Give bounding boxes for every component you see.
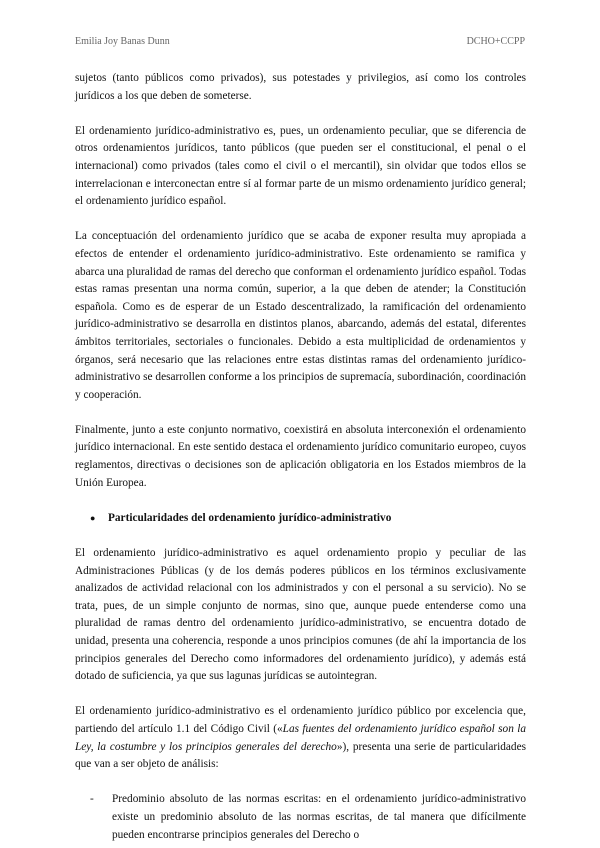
paragraph [75, 703, 526, 773]
paragraph: El ordenamiento jurídico-administrativo es aquel ordenamiento propio y peculiar de las Administraciones Públicas (y de los demás poderes públicos en los términos exclusivamente analizados de actividad relacional con los administrados y con el personal a su servicio). No se trata, pues, de un simple conjunto de normas, sino que, aunque puede entenderse como una pluralidad de ramas dentro del ordenamiento jurídico-administrativo, se encuentra dotado de unidad, presenta una coherencia, responde a unos principios comunes (de ahí la importancia de los principios generales del Derecho como informadores del ordenamiento jurídico), y además está dotado de suficiencia, ya que sus lagunas jurídicas se autointegran. [75, 547, 526, 683]
section-heading [90, 510, 526, 528]
paragraph: sujetos (tanto públicos como privados), sus potestades y privilegios, así como los controles jurídicos a los que deben de someterse. [75, 72, 526, 102]
paragraph: Finalmente, junto a este conjunto normativo, coexistirá en absoluta interconexión el ordenamiento jurídico internacional. En este sentido destaca el ordenamiento jurídico comunitario europeo, cuyos reglamentos, directivas o decisiones son de aplicación obligatoria en los Estados miembros de la Unión Europea. [75, 423, 526, 489]
quote-italic: Las fuentes del ordenamiento jurídico español son la Ley, la costumbre y los principios generales del derecho [75, 722, 526, 753]
paragraph-text: »), presenta una serie de particularidades que van a ser objeto de análisis: [75, 740, 526, 771]
bullet-icon: ● [90, 512, 96, 523]
dash-marker: - [90, 793, 94, 806]
paragraph-text: El ordenamiento jurídico-administrativo es el ordenamiento jurídico público por excelencia que, partiendo del artículo 1.1 del Código Civil (« [75, 705, 526, 735]
list-item [75, 791, 526, 844]
header-course: DCHO+CCPP [466, 36, 525, 47]
paragraph: El ordenamiento jurídico-administrativo es, pues, un ordenamiento peculiar, que se diferencia de otros ordenamientos jurídicos, tanto públicos (que pueden ser el constitucional, el penal o el internacional) como privados (tales como el civil o el mercantil), sin olvidar que todos ellos se interrelacionan e interconectan entre sí al formar parte de un mismo ordenamiento jurídico general; el ordenamiento jurídico español. [75, 124, 526, 208]
document-body [75, 70, 526, 844]
paragraph: La conceptuación del ordenamiento jurídico que se acaba de exponer resulta muy apropiada a efectos de entender el ordenamiento jurídico-administrativo. Este ordenamiento se ramifica y abarca una pluralidad de ramas del derecho que conforman el ordenamiento jurídico español. Todas estas ramas presentan una norma común, superior, a la que deben de atender; la Constitución española. Como es de esperar de un Estado descentralizado, la ramificación del ordenamiento jurídico-administrativo se desarrolla en distintos planos, abarcando, además del estatal, diferentes ámbitos territoriales, sectoriales o funcionales. Debido a esta multiplicidad de ordenamientos y órganos, será necesario que las relaciones entre estas distintas ramas del ordenamiento jurídico-administrativo se desarrollen conforme a los principios de supremacía, subordinación, coordinación y cooperación. [75, 230, 526, 401]
list-item-text: Predominio absoluto de las normas escritas: en el ordenamiento jurídico-administrativo existe un predominio absoluto de las normas escritas, de tal manera que difícilmente pueden encontrarse principios generales del Derecho o [112, 793, 526, 841]
section-heading-text: Particularidades del ordenamiento jurídico-administrativo [108, 511, 392, 524]
header-author: Emilia Joy Banas Dunn [75, 36, 170, 47]
page-header [75, 36, 525, 47]
